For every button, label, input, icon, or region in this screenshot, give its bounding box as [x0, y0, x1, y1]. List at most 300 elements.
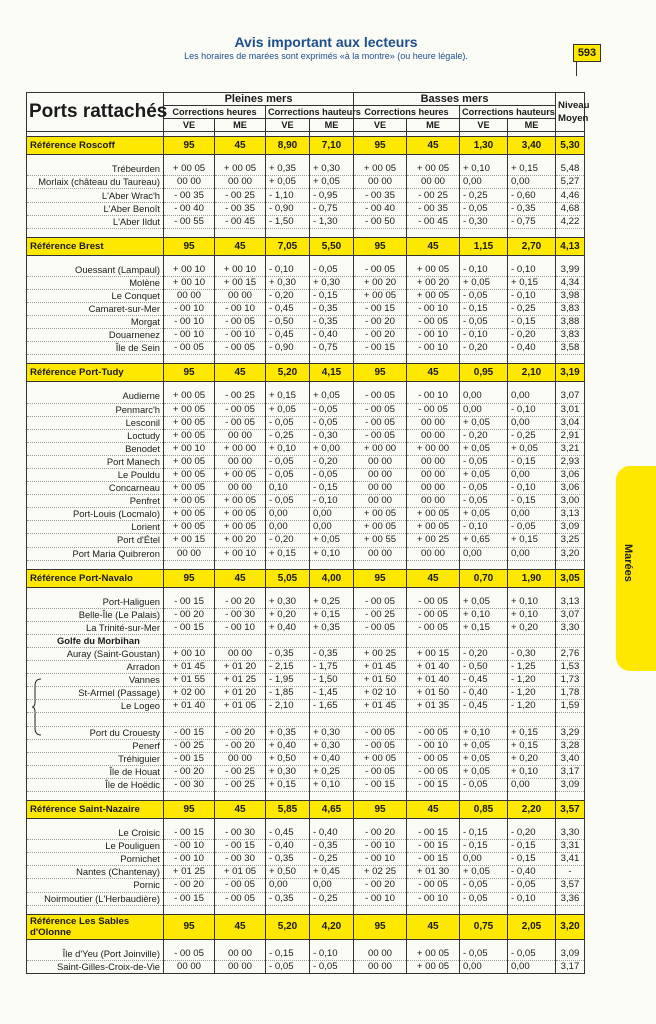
port-name: Port Manech [27, 455, 164, 468]
pm-ve-heure: + 00 05 [164, 163, 215, 176]
pm-me-hauteur: + 0,00 [310, 442, 354, 455]
table-row [27, 778, 585, 791]
bm-ve-hauteur: - 0,10 [460, 521, 508, 534]
pm-ve-heure: + 00 05 [164, 495, 215, 508]
bm-me-heure: + 01 30 [407, 866, 460, 879]
bm-ve-heure: 00 00 [354, 960, 407, 973]
reference-bm-ve-heure: 95 [354, 801, 407, 819]
bm-ve-hauteur: - 0,10 [460, 264, 508, 277]
reference-bm-ve-hauteur: 1,15 [460, 237, 508, 255]
bm-me-hauteur: 0,00 [508, 390, 556, 403]
bm-me-heure: - 00 10 [407, 390, 460, 403]
bm-ve-hauteur: + 0,65 [460, 534, 508, 547]
bm-me-hauteur: - 1,20 [508, 700, 556, 713]
bm-me-heure: + 00 05 [407, 163, 460, 176]
bm-ve-heure: + 02 25 [354, 866, 407, 879]
bm-me-hauteur: - 0,20 [508, 329, 556, 342]
port-name: Lesconil [27, 416, 164, 429]
reference-port-name: Référence Port-Navalo [27, 569, 164, 587]
niveau-moyen: - [556, 866, 585, 879]
pm-ve-hauteur: - 0,05 [266, 960, 310, 973]
niveau-moyen: 3,13 [556, 508, 585, 521]
pm-ve-heure: - 00 15 [164, 892, 215, 905]
table-row [27, 752, 585, 765]
bm-ve-hauteur: - 0,45 [460, 674, 508, 687]
bm-me-heure: + 00 05 [407, 264, 460, 277]
niveau-moyen: 3,17 [556, 765, 585, 778]
reference-bm-me-hauteur: 3,40 [508, 137, 556, 155]
niveau-moyen: 3,57 [556, 879, 585, 892]
bm-me-heure: + 00 20 [407, 276, 460, 289]
pm-ve-heure: + 00 05 [164, 403, 215, 416]
pm-ve-heure: - 00 10 [164, 840, 215, 853]
bm-ve-heure: 00 00 [354, 495, 407, 508]
pm-me-hauteur: + 0,05 [310, 534, 354, 547]
pm-ve-heure: + 00 05 [164, 521, 215, 534]
pm-me-hauteur: - 0,35 [310, 316, 354, 329]
bm-me-heure: - 00 15 [407, 853, 460, 866]
bm-ve-heure: - 00 10 [354, 840, 407, 853]
pm-me-heure: - 00 05 [215, 342, 266, 355]
bm-ve-heure: 00 00 [354, 468, 407, 481]
pm-me-heure: + 00 15 [215, 276, 266, 289]
pm-me-heure: 00 00 [215, 289, 266, 302]
notice-subtitle: Les horaires de marées sont exprimés «à la montre» (ou heure légale). [184, 51, 468, 61]
reference-row [27, 801, 585, 819]
bm-me-hauteur: - 1,25 [508, 661, 556, 674]
table-title: Ports rattachés [27, 93, 164, 132]
bm-ve-hauteur: - 0,30 [460, 215, 508, 228]
port-name: Port du Crouesty [27, 726, 164, 739]
pm-me-heure: + 01 25 [215, 674, 266, 687]
bm-ve-hauteur: - 0,05 [460, 892, 508, 905]
port-name: Vannes [27, 674, 164, 687]
pm-ve-hauteur: - 0,05 [266, 455, 310, 468]
pm-me-heure: - 00 15 [215, 840, 266, 853]
niveau-moyen: 3,99 [556, 264, 585, 277]
niveau-moyen: 3,41 [556, 853, 585, 866]
bm-me-hauteur: - 0,25 [508, 429, 556, 442]
bm-ve-heure: + 00 05 [354, 521, 407, 534]
bm-me-hauteur: + 0,15 [508, 739, 556, 752]
niveau-moyen: 1,78 [556, 687, 585, 700]
bm-ve-hauteur: - 0,05 [460, 202, 508, 215]
pm-ve-heure: + 00 10 [164, 276, 215, 289]
niveau-moyen: 3,07 [556, 608, 585, 621]
bm-ve-hauteur: - 0,05 [460, 879, 508, 892]
pm-me-hauteur: - 0,35 [310, 840, 354, 853]
bm-ve-heure: + 00 05 [354, 752, 407, 765]
niveau-moyen: 4,22 [556, 215, 585, 228]
port-name: L'Aber Wrac'h [27, 189, 164, 202]
reference-pm-me-hauteur: 4,15 [310, 364, 354, 382]
bm-ve-hauteur: + 0,05 [460, 739, 508, 752]
pm-me-hauteur: - 0,95 [310, 189, 354, 202]
bm-ve-hauteur: 0,00 [460, 403, 508, 416]
bm-me-hauteur: - 0,15 [508, 495, 556, 508]
bm-me-hauteur: 0,00 [508, 778, 556, 791]
pm-ve-heure: - 00 30 [164, 778, 215, 791]
bm-me-heure: - 00 05 [407, 765, 460, 778]
pm-ve-hauteur: - 0,45 [266, 827, 310, 840]
bm-ve-hauteur: - 0,05 [460, 778, 508, 791]
pm-ve-heure: 00 00 [164, 547, 215, 560]
bm-ve-hauteur: - 0,20 [460, 429, 508, 442]
pm-ve-heure: + 00 05 [164, 468, 215, 481]
bm-ve-hauteur: + 0,05 [460, 508, 508, 521]
pm-ve-heure: - 00 20 [164, 879, 215, 892]
pm-me-heure: - 00 05 [215, 316, 266, 329]
tide-corrections-table [26, 92, 590, 974]
pm-ve-hauteur: - 0,45 [266, 303, 310, 316]
niveau-moyen: 1,59 [556, 700, 585, 713]
pm-ve-heure: - 00 55 [164, 215, 215, 228]
pm-me-hauteur: + 0,10 [310, 778, 354, 791]
pm-me-hauteur: - 0,05 [310, 416, 354, 429]
bm-ve-heure: 00 00 [354, 547, 407, 560]
bm-me-heure: + 00 05 [407, 508, 460, 521]
pm-me-hauteur: + 0,25 [310, 596, 354, 609]
pm-ve-hauteur: - 1,85 [266, 687, 310, 700]
reference-row [27, 364, 585, 382]
pm-ve-hauteur: + 0,30 [266, 596, 310, 609]
pm-me-hauteur [310, 634, 354, 647]
table-row [27, 202, 585, 215]
bm-ve-hauteur: + 0,05 [460, 468, 508, 481]
bm-me-heure: + 01 40 [407, 674, 460, 687]
spacer-row [27, 939, 585, 948]
bm-ve-heure: 00 00 [354, 482, 407, 495]
pm-ve-hauteur: - 2,15 [266, 661, 310, 674]
pm-me-heure: + 00 10 [215, 264, 266, 277]
table-row [27, 342, 585, 355]
table-row [27, 442, 585, 455]
pm-me-heure: + 00 10 [215, 547, 266, 560]
table-row [27, 853, 585, 866]
bm-me-heure: - 00 05 [407, 726, 460, 739]
table-row [27, 866, 585, 879]
table-row [27, 176, 585, 189]
niveau-moyen: 2,93 [556, 455, 585, 468]
reference-pm-ve-heure: 95 [164, 569, 215, 587]
bm-ve-hauteur: - 0,40 [460, 687, 508, 700]
bm-ve-heure: - 00 40 [354, 202, 407, 215]
pm-me-hauteur: - 0,15 [310, 289, 354, 302]
bm-ve-hauteur: - 0,15 [460, 303, 508, 316]
bm-me-heure: 00 00 [407, 429, 460, 442]
table-row [27, 329, 585, 342]
port-name: Arradon [27, 661, 164, 674]
pm-me-heure: - 00 20 [215, 596, 266, 609]
bm-me-heure: - 00 05 [407, 316, 460, 329]
me-header: ME [310, 119, 354, 132]
reference-bm-me-hauteur: 2,05 [508, 914, 556, 939]
pm-me-hauteur: - 0,05 [310, 960, 354, 973]
bm-ve-heure: - 00 05 [354, 739, 407, 752]
port-name: Île de Hoëdic [27, 778, 164, 791]
bm-ve-heure: - 00 05 [354, 429, 407, 442]
bm-ve-heure: - 00 50 [354, 215, 407, 228]
niveau-moyen: 3,06 [556, 468, 585, 481]
ve-header: VE [266, 119, 310, 132]
table-row [27, 289, 585, 302]
bm-ve-heure: - 00 35 [354, 189, 407, 202]
bm-ve-hauteur: - 0,05 [460, 495, 508, 508]
pm-ve-hauteur: - 0,15 [266, 948, 310, 961]
pm-me-hauteur: + 0,30 [310, 739, 354, 752]
pm-me-heure: + 01 05 [215, 866, 266, 879]
table-row [27, 264, 585, 277]
port-name: Penfret [27, 495, 164, 508]
pm-me-heure: 00 00 [215, 429, 266, 442]
pm-me-heure: - 00 25 [215, 390, 266, 403]
port-name: Belle-Île (Le Palais) [27, 608, 164, 621]
bm-me-heure: - 00 25 [407, 189, 460, 202]
pm-ve-hauteur: - 0,50 [266, 316, 310, 329]
niveau-moyen: 3,09 [556, 521, 585, 534]
bm-me-hauteur: 0,00 [508, 508, 556, 521]
pm-me-heure: - 00 25 [215, 778, 266, 791]
reference-bm-ve-hauteur: 0,85 [460, 801, 508, 819]
pm-me-heure: - 00 35 [215, 202, 266, 215]
niveau-moyen: 3,09 [556, 778, 585, 791]
pm-ve-hauteur: - 0,20 [266, 534, 310, 547]
bm-ve-heure: + 00 20 [354, 276, 407, 289]
bm-ve-heure: 00 00 [354, 948, 407, 961]
bm-me-hauteur: + 0,10 [508, 608, 556, 621]
pm-me-hauteur: - 1,65 [310, 700, 354, 713]
reference-bm-me-heure: 45 [407, 364, 460, 382]
port-name: Loctudy [27, 429, 164, 442]
table-row [27, 661, 585, 674]
bm-me-heure: - 00 35 [407, 202, 460, 215]
bm-me-heure: 00 00 [407, 416, 460, 429]
table-row [27, 596, 585, 609]
port-name: Île de Houat [27, 765, 164, 778]
bm-me-hauteur: - 0,35 [508, 202, 556, 215]
reference-bm-ve-heure: 95 [354, 569, 407, 587]
reference-pm-me-hauteur: 4,00 [310, 569, 354, 587]
reference-port-name: Référence Brest [27, 237, 164, 255]
bm-me-heure: - 00 05 [407, 752, 460, 765]
bm-ve-hauteur [460, 634, 508, 647]
niveau-moyen: 3,06 [556, 482, 585, 495]
bm-me-hauteur: + 0,15 [508, 276, 556, 289]
bm-me-hauteur: - 1,20 [508, 687, 556, 700]
pm-me-heure: - 00 05 [215, 416, 266, 429]
pm-me-heure: - 00 10 [215, 329, 266, 342]
port-name: Tréhiguier [27, 752, 164, 765]
pm-me-hauteur: + 0,10 [310, 547, 354, 560]
pm-ve-hauteur: - 0,35 [266, 892, 310, 905]
table-row [27, 700, 585, 713]
pm-me-heure: 00 00 [215, 176, 266, 189]
pm-me-hauteur: + 0,45 [310, 866, 354, 879]
bm-ve-hauteur: 0,00 [460, 176, 508, 189]
niveau-moyen: 3,98 [556, 289, 585, 302]
pm-me-heure: - 00 45 [215, 215, 266, 228]
pm-me-hauteur: - 0,05 [310, 468, 354, 481]
bm-ve-hauteur: - 0,05 [460, 455, 508, 468]
pm-ve-hauteur: - 2,10 [266, 700, 310, 713]
bm-me-heure: - 00 05 [407, 608, 460, 621]
bm-me-hauteur: - 0,25 [508, 303, 556, 316]
bm-ve-hauteur: 0,00 [460, 547, 508, 560]
reference-row [27, 569, 585, 587]
bm-ve-heure: - 00 05 [354, 621, 407, 634]
bm-me-hauteur: - 0,10 [508, 264, 556, 277]
bm-me-hauteur: + 0,15 [508, 163, 556, 176]
bm-me-hauteur: - 0,75 [508, 215, 556, 228]
pm-ve-hauteur: + 0,30 [266, 765, 310, 778]
bm-ve-heure: - 00 05 [354, 596, 407, 609]
pm-ve-hauteur: - 0,40 [266, 840, 310, 853]
bm-ve-hauteur: + 0,10 [460, 726, 508, 739]
spacer-row [27, 255, 585, 264]
bm-me-hauteur: - 0,15 [508, 840, 556, 853]
niveau-moyen: 3,83 [556, 329, 585, 342]
reference-bm-ve-heure: 95 [354, 137, 407, 155]
niveau-moyen: 3,07 [556, 390, 585, 403]
pm-ve-hauteur: + 0,10 [266, 442, 310, 455]
pm-ve-heure: - 00 10 [164, 853, 215, 866]
notice-title: Avis important aux lecteurs [234, 34, 418, 50]
reference-niveau-moyen: 4,13 [556, 237, 585, 255]
table-row [27, 276, 585, 289]
bm-ve-heure: + 02 10 [354, 687, 407, 700]
pm-me-hauteur: - 0,05 [310, 264, 354, 277]
niveau-moyen: 3,01 [556, 403, 585, 416]
bm-me-heure: - 00 15 [407, 840, 460, 853]
port-name: Le Conquet [27, 289, 164, 302]
reference-pm-ve-hauteur: 7,05 [266, 237, 310, 255]
bm-me-heure: + 00 00 [407, 442, 460, 455]
pm-me-hauteur: - 0,20 [310, 455, 354, 468]
pm-me-hauteur: - 0,75 [310, 202, 354, 215]
reference-bm-me-hauteur: 2,20 [508, 801, 556, 819]
page-flag-pole [576, 62, 577, 76]
bm-me-heure: - 00 10 [407, 892, 460, 905]
bm-me-heure: + 00 05 [407, 289, 460, 302]
niveau-moyen: 5,27 [556, 176, 585, 189]
pm-ve-heure: + 00 10 [164, 648, 215, 661]
bm-me-hauteur: + 0,20 [508, 752, 556, 765]
bm-me-heure: + 00 05 [407, 521, 460, 534]
pm-ve-heure: - 00 15 [164, 827, 215, 840]
pm-me-heure: + 00 05 [215, 521, 266, 534]
pm-ve-heure: + 01 25 [164, 866, 215, 879]
port-name: Pornic [27, 879, 164, 892]
niveau-moyen: 3,30 [556, 621, 585, 634]
pm-ve-heure: + 00 05 [164, 416, 215, 429]
bm-me-heure: - 00 05 [407, 403, 460, 416]
reference-pm-ve-hauteur: 5,20 [266, 914, 310, 939]
pm-me-hauteur: - 0,10 [310, 495, 354, 508]
table-row [27, 648, 585, 661]
port-name: Port d'Étel [27, 534, 164, 547]
reference-bm-ve-heure: 95 [354, 364, 407, 382]
niveau-moyen: 2,91 [556, 429, 585, 442]
bm-me-hauteur: - 0,20 [508, 827, 556, 840]
pm-me-heure: - 00 05 [215, 892, 266, 905]
pm-me-heure [215, 713, 266, 726]
pm-corrections-heures-header: Corrections heures [164, 106, 266, 119]
reference-niveau-moyen: 5,30 [556, 137, 585, 155]
bm-me-hauteur: - 0,40 [508, 866, 556, 879]
pm-me-hauteur: + 0,25 [310, 765, 354, 778]
side-tab-label: Marées [622, 544, 634, 582]
pm-me-heure: - 00 30 [215, 827, 266, 840]
pm-ve-hauteur: - 0,35 [266, 853, 310, 866]
bm-ve-hauteur: + 0,05 [460, 752, 508, 765]
pm-me-heure: + 01 20 [215, 661, 266, 674]
pm-ve-heure: - 00 15 [164, 596, 215, 609]
bm-ve-heure: + 00 55 [354, 534, 407, 547]
port-name: Benodet [27, 442, 164, 455]
bm-ve-hauteur: - 0,20 [460, 648, 508, 661]
pm-ve-heure: - 00 05 [164, 342, 215, 355]
bm-me-hauteur: - 0,05 [508, 521, 556, 534]
pm-me-hauteur: - 0,35 [310, 303, 354, 316]
reference-bm-ve-heure: 95 [354, 914, 407, 939]
pm-ve-hauteur: - 0,35 [266, 648, 310, 661]
port-name: Île de Sein [27, 342, 164, 355]
bm-ve-heure: + 00 05 [354, 163, 407, 176]
bm-ve-hauteur: + 0,10 [460, 163, 508, 176]
pm-ve-heure: + 00 10 [164, 264, 215, 277]
table-row [27, 840, 585, 853]
reference-pm-me-heure: 45 [215, 237, 266, 255]
subgroup-row [27, 634, 585, 647]
niveau-moyen: 3,00 [556, 495, 585, 508]
port-name: Nantes (Chantenay) [27, 866, 164, 879]
pm-ve-hauteur: - 0,90 [266, 342, 310, 355]
bm-corrections-heures-header: Corrections heures [354, 106, 460, 119]
bm-ve-heure: - 00 25 [354, 608, 407, 621]
port-name: L'Aber Benoît [27, 202, 164, 215]
pm-me-hauteur: + 0,05 [310, 390, 354, 403]
pm-ve-heure: - 00 10 [164, 303, 215, 316]
reference-port-name: Référence Roscoff [27, 137, 164, 155]
pm-ve-heure: - 00 20 [164, 765, 215, 778]
bm-ve-heure: - 00 20 [354, 827, 407, 840]
reference-row [27, 914, 585, 939]
spacer-row [27, 905, 585, 914]
bm-ve-heure: - 00 10 [354, 853, 407, 866]
bm-me-hauteur [508, 634, 556, 647]
reference-row [27, 137, 585, 155]
bm-ve-hauteur: 0,00 [460, 390, 508, 403]
pm-me-heure: + 01 05 [215, 700, 266, 713]
pm-me-heure: 00 00 [215, 455, 266, 468]
reference-bm-me-hauteur: 2,70 [508, 237, 556, 255]
bm-ve-hauteur: - 0,05 [460, 482, 508, 495]
pm-me-hauteur: - 1,45 [310, 687, 354, 700]
pm-ve-heure: - 00 05 [164, 948, 215, 961]
pm-me-hauteur: + 0,15 [310, 608, 354, 621]
pm-me-heure: - 00 20 [215, 726, 266, 739]
bm-ve-hauteur: - 0,05 [460, 316, 508, 329]
bm-me-heure: - 00 10 [407, 342, 460, 355]
pm-me-hauteur: + 0,35 [310, 621, 354, 634]
pm-ve-heure: - 00 35 [164, 189, 215, 202]
port-name: Douarnenez [27, 329, 164, 342]
pm-ve-hauteur: 0,00 [266, 879, 310, 892]
reference-pm-me-heure: 45 [215, 137, 266, 155]
reference-port-name: Référence Saint-Nazaire [27, 801, 164, 819]
bm-ve-heure: - 00 20 [354, 329, 407, 342]
ve-header: VE [354, 119, 407, 132]
